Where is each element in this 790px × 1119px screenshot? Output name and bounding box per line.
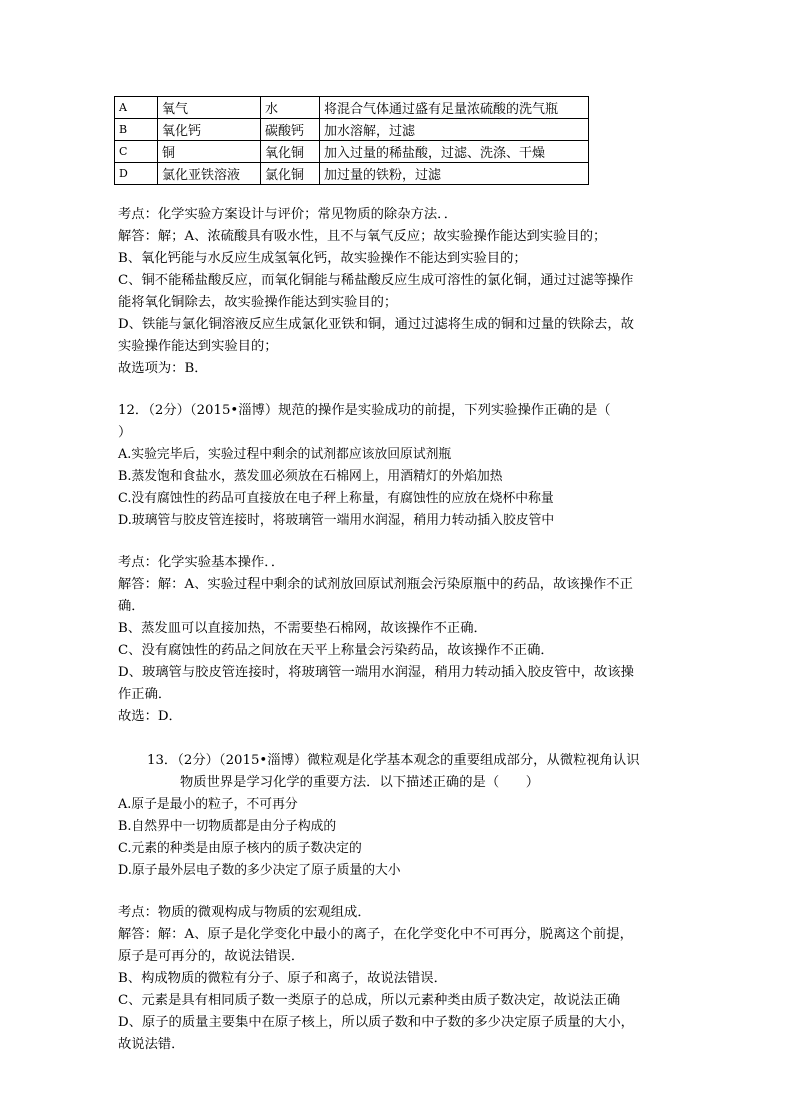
table-cell: 加水溶解，过滤 [320, 119, 589, 141]
table-row [115, 97, 589, 119]
table-cell: 氯化铜 [261, 163, 320, 185]
text-line: 物质世界是学习化学的重要方法．以下描述正确的是（ ） [180, 775, 540, 790]
text-line: D、原子的质量主要集中在原子核上，所以质子数和中子数的多少决定原子质量的大小， [118, 1015, 634, 1030]
text-line: 故选：D． [118, 709, 182, 724]
table-cell: C [115, 141, 158, 163]
answer-option: B.蒸发饱和食盐水，蒸发皿必须放在石棉网上，用酒精灯的外焰加热 [118, 469, 503, 484]
table-row [115, 163, 589, 185]
answer-option: D.原子最外层电子数的多少决定了原子质量的大小 [118, 863, 401, 878]
text-line: C、没有腐蚀性的药品之间放在天平上称量会污染药品，故该操作不正确． [118, 643, 554, 658]
text-line: 考点：化学实验基本操作．． [118, 555, 285, 570]
text-line: 故选项为：B． [118, 361, 208, 376]
question-title: 13．（2分）（2015•淄博）微粒观是化学基本观念的重要组成部分，从微粒视角认识 [147, 753, 640, 768]
text-line: 确． [118, 599, 145, 614]
answer-option: A.原子是最小的粒子，不可再分 [118, 797, 298, 812]
table-cell: B [115, 119, 158, 141]
text-line: 能将氧化铜除去，故实验操作能达到实验目的； [118, 295, 398, 310]
text-line: 实验操作能达到实验目的； [118, 339, 278, 354]
text-line: 解答：解；A、浓硫酸具有吸水性，且不与氧气反应；故实验操作能达到实验目的； [118, 229, 607, 244]
table-cell: 水 [261, 97, 320, 119]
text-line: ） [118, 425, 132, 440]
answer-option: A.实验完毕后，实验过程中剩余的试剂都应该放回原试剂瓶 [118, 447, 452, 462]
text-line: 原子是可再分的，故说法错误． [118, 949, 305, 964]
answer-option: D.玻璃管与胶皮管连接时，将玻璃管一端用水润湿，稍用力转动插入胶皮管中 [118, 513, 555, 528]
table-cell: 碳酸钙 [261, 119, 320, 141]
table-cell: 氧气 [158, 97, 261, 119]
table-cell: 氧化铜 [261, 141, 320, 163]
table-cell: 加过量的铁粉，过滤 [320, 163, 589, 185]
table-row [115, 119, 589, 141]
options-table [114, 96, 589, 185]
text-line: 故说法错． [118, 1037, 185, 1052]
table-cell: 氯化亚铁溶液 [158, 163, 261, 185]
text-line: 考点：化学实验方案设计与评价；常见物质的除杂方法．． [118, 207, 458, 222]
text-line: B、构成物质的微粒有分子、原子和离子，故说法错误． [118, 971, 447, 986]
answer-option: B.自然界中一切物质都是由分子构成的 [118, 819, 337, 834]
text-line: D、玻璃管与胶皮管连接时，将玻璃管一端用水润湿，稍用力转动插入胶皮管中，故该操 [118, 665, 634, 680]
text-line: 解答：解：A、实验过程中剩余的试剂放回原试剂瓶会污染原瓶中的药品，故该操作不正 [118, 577, 633, 592]
answer-option: C.元素的种类是由原子核内的质子数决定的 [118, 841, 362, 856]
text-line: 解答：解：A、原子是化学变化中最小的离子，在化学变化中不可再分，脱离这个前提， [118, 927, 633, 942]
text-line: 考点：物质的微观构成与物质的宏观组成． [118, 905, 371, 920]
text-line: C、铜不能稀盐酸反应，而氧化铜能与稀盐酸反应生成可溶性的氯化铜，通过过滤等操作 [118, 273, 634, 288]
answer-option: C.没有腐蚀性的药品可直接放在电子秤上称量，有腐蚀性的应放在烧杯中称量 [118, 491, 554, 506]
table-cell: D [115, 163, 158, 185]
table-cell: 加入过量的稀盐酸，过滤、洗涤、干燥 [320, 141, 589, 163]
text-line: 作正确． [118, 687, 172, 702]
text-line: D、铁能与氯化铜溶液反应生成氯化亚铁和铜，通过过滤将生成的铜和过量的铁除去，故 [118, 317, 634, 332]
table-cell: 氧化钙 [158, 119, 261, 141]
table-cell: 将混合气体通过盛有足量浓硫酸的洗气瓶 [320, 97, 589, 119]
question-title: 12．（2分）（2015•淄博）规范的操作是实验成功的前提，下列实验操作正确的是（ [118, 403, 611, 418]
table-cell: A [115, 97, 158, 119]
table-cell: 铜 [158, 141, 261, 163]
text-line: B、蒸发皿可以直接加热，不需要垫石棉网，故该操作不正确． [118, 621, 487, 636]
text-line: C、元素是具有相同质子数一类原子的总成，所以元素种类由质子数决定，故说法正确 [118, 993, 621, 1008]
text-line: B、氧化钙能与水反应生成氢氧化钙，故实验操作不能达到实验目的； [118, 251, 527, 266]
table-row [115, 141, 589, 163]
